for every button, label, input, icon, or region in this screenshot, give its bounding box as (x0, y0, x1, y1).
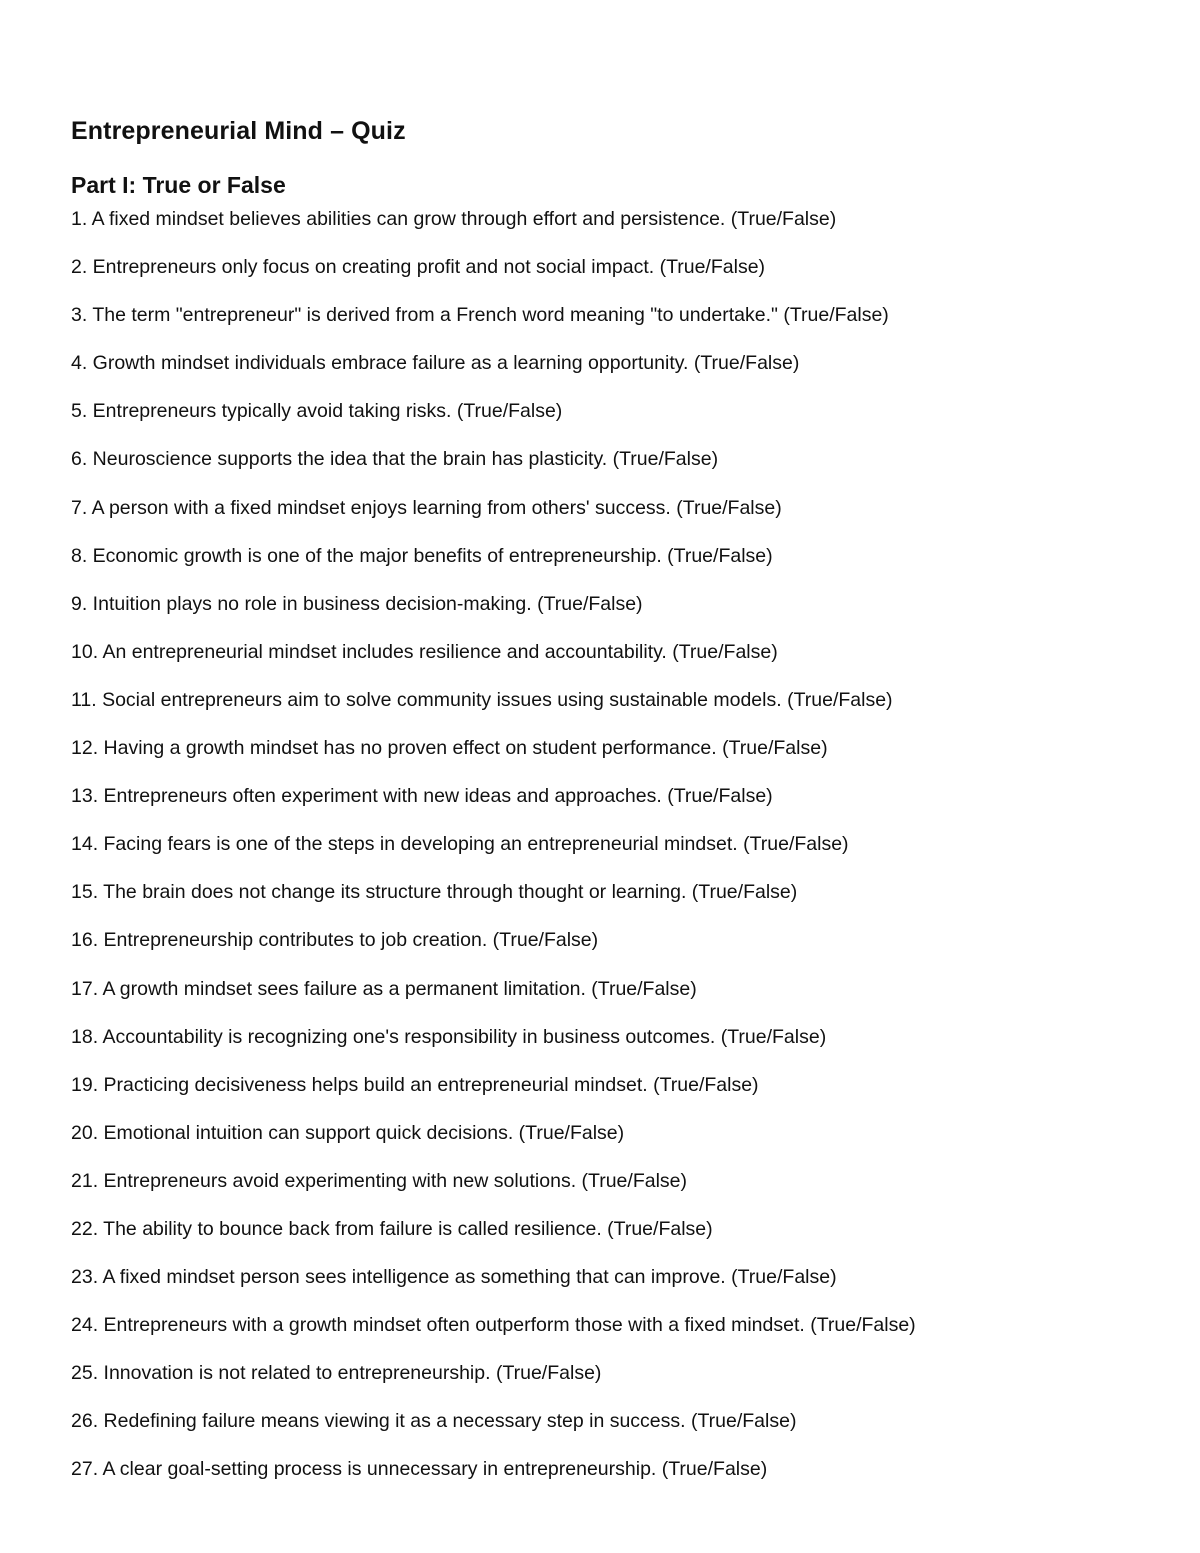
question-item: 26. Redefining failure means viewing it as a necessary step in success. (True/False) (71, 1410, 797, 1433)
question-item: 2. Entrepreneurs only focus on creating profit and not social impact. (True/False) (71, 256, 766, 279)
question-item: 20. Emotional intuition can support quick decisions. (True/False) (71, 1121, 625, 1144)
question-item: 1. A fixed mindset believes abilities can grow through effort and persistence. (True/False) (71, 208, 837, 230)
question-item: 3. The term "entrepreneur" is derived from a French word meaning "to undertake." (True/False) (71, 304, 889, 327)
question-item: 9. Intuition plays no role in business decision-making. (True/False) (71, 592, 643, 615)
question-item: 23. A fixed mindset person sees intelligence as something that can improve. (True/False) (71, 1266, 837, 1289)
question-item: 10. An entrepreneurial mindset includes resilience and accountability. (True/False) (71, 640, 778, 663)
section-title: Part I: True or False (71, 172, 286, 198)
question-item: 16. Entrepreneurship contributes to job creation. (True/False) (71, 929, 599, 952)
question-item: 6. Neuroscience supports the idea that the brain has plasticity. (True/False) (71, 448, 719, 471)
question-list (71, 205, 916, 1504)
question-item: 7. A person with a fixed mindset enjoys learning from others' success. (True/False) (71, 496, 782, 519)
question-item: 8. Economic growth is one of the major benefits of entrepreneurship. (True/False) (71, 544, 773, 567)
question-item: 19. Practicing decisiveness helps build an entrepreneurial mindset. (True/False) (71, 1073, 759, 1096)
question-item: 17. A growth mindset sees failure as a permanent limitation. (True/False) (71, 977, 697, 1000)
question-item: 25. Innovation is not related to entrepreneurship. (True/False) (71, 1362, 602, 1385)
question-item: 13. Entrepreneurs often experiment with new ideas and approaches. (True/False) (71, 785, 773, 808)
question-item: 18. Accountability is recognizing one's responsibility in business outcomes. (True/False) (71, 1025, 827, 1048)
document-title: Entrepreneurial Mind – Quiz (71, 117, 406, 145)
question-item: 14. Facing fears is one of the steps in developing an entrepreneurial mindset. (True/False) (71, 833, 849, 856)
question-item: 5. Entrepreneurs typically avoid taking risks. (True/False) (71, 400, 563, 423)
question-item: 12. Having a growth mindset has no proven effect on student performance. (True/False) (71, 737, 828, 760)
question-item: 27. A clear goal-setting process is unnecessary in entrepreneurship. (True/False) (71, 1458, 768, 1481)
question-item: 15. The brain does not change its structure through thought or learning. (True/False) (71, 881, 798, 904)
question-item: 11. Social entrepreneurs aim to solve community issues using sustainable models. (True/False) (71, 688, 893, 711)
question-item: 24. Entrepreneurs with a growth mindset often outperform those with a fixed mindset. (True/False) (71, 1314, 916, 1337)
question-item: 21. Entrepreneurs avoid experimenting with new solutions. (True/False) (71, 1169, 687, 1192)
question-item: 22. The ability to bounce back from failure is called resilience. (True/False) (71, 1217, 713, 1240)
question-item: 4. Growth mindset individuals embrace failure as a learning opportunity. (True/False) (71, 352, 800, 375)
